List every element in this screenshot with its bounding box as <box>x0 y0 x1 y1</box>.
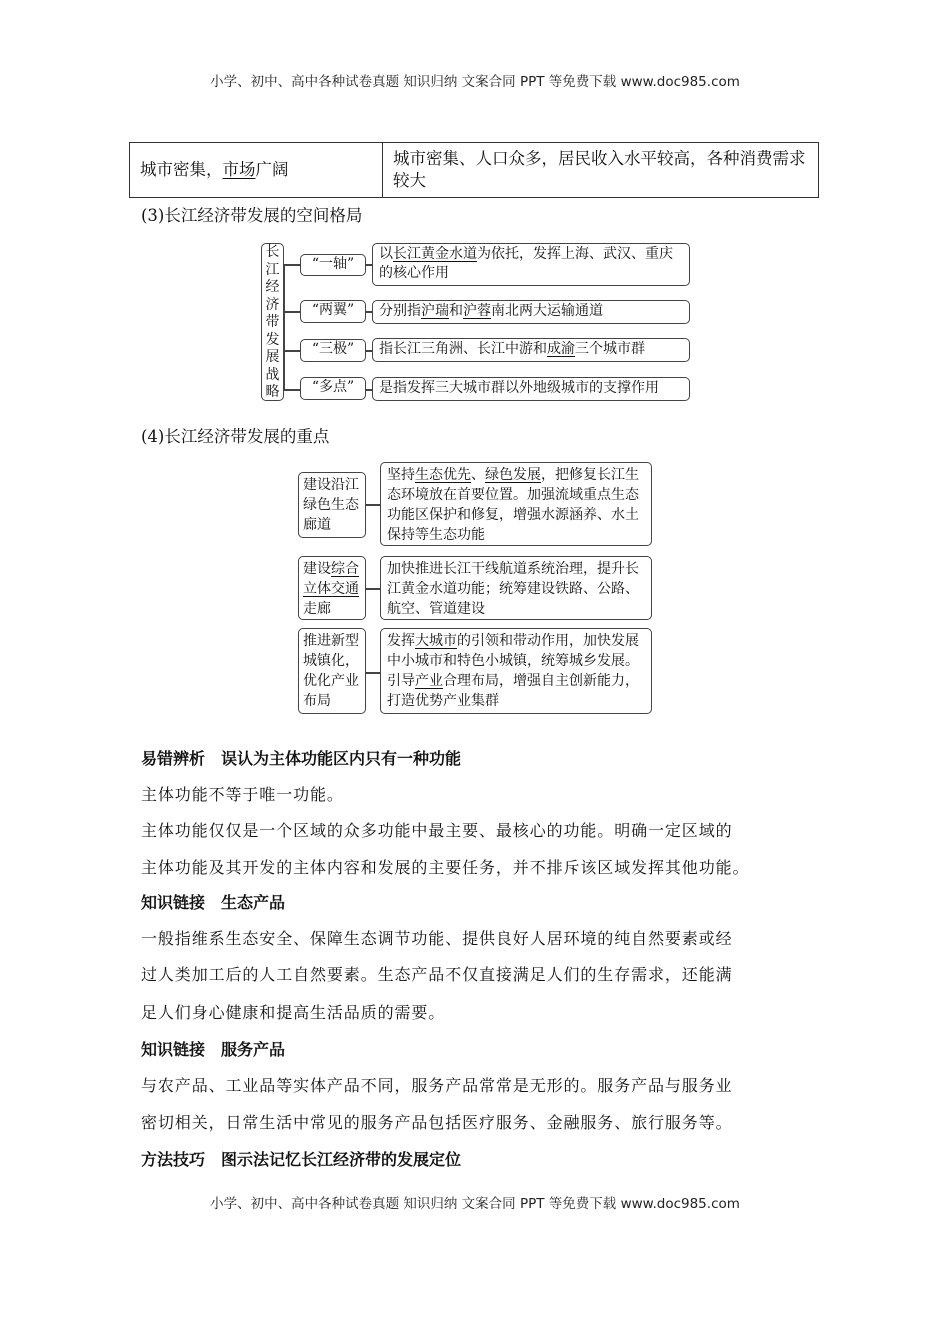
text-segment: 分别指 <box>379 303 421 319</box>
diagram-content-box <box>380 628 652 714</box>
table-row <box>130 143 819 198</box>
block-title: 方法技巧 图示法记忆长江经济带的发展定位 <box>141 1150 462 1169</box>
text-segment: 以 <box>379 246 393 262</box>
underlined-keyword: 长江黄金水道 <box>393 246 477 262</box>
section-heading-4: (4)长江经济带发展的重点 <box>141 427 330 446</box>
diagram-label-box <box>298 628 366 714</box>
underlined-keyword: 市场 <box>222 160 256 179</box>
text-segment: 广阔 <box>255 160 289 179</box>
underlined-keyword: 沪瑞 <box>421 303 449 319</box>
text-segment: 建设 <box>303 561 331 577</box>
text-segment: 南北两大运输通道 <box>491 303 603 319</box>
text-segment: 是指发挥三大城市群以外地级城市的支撑作用 <box>379 380 659 396</box>
paragraph-line: 一般指维系生态安全、保障生态调节功能、提供良好人居环境的纯自然要素或经 <box>141 929 733 948</box>
diagram-label-box: “一轴” <box>300 254 366 276</box>
underlined-keyword: 综合立体交通 <box>303 561 359 597</box>
diagram-content-box <box>372 300 690 324</box>
diagram-label-box <box>298 556 366 620</box>
text-segment: 合理布局，增强自主创新能力，打造优势产业集群 <box>387 673 639 709</box>
text-segment: 、 <box>471 467 485 483</box>
text-segment: 加快推进长江干线航道系统治理，提升长江黄金水道功能；统筹建设铁路、公路、航空、管道建设 <box>387 561 639 617</box>
paragraph-line: 主体功能不等于唯一功能。 <box>141 785 344 804</box>
diagram-label-box: “两翼” <box>300 300 366 323</box>
text-segment: 城市密集， <box>140 160 223 179</box>
table-cell-right <box>383 143 819 198</box>
text-segment: 的引领和带动作用，加快发展中小城市和特色小城镇，统筹城乡发展。引导 <box>387 633 639 689</box>
block-title: 易错辨析 误认为主体功能区内只有一种功能 <box>141 749 462 768</box>
section-heading-3: (3)长江经济带发展的空间格局 <box>141 206 363 225</box>
page-header: 小学、初中、高中各种试卷真题 知识归纳 文案合同 PPT 等免费下载 www.doc985.com <box>210 74 740 90</box>
underlined-keyword: 产业 <box>415 673 443 689</box>
text-segment: 推进新型城镇化，优化产业布局 <box>303 633 359 709</box>
diagram-content-box <box>380 556 652 620</box>
diagram-content-box <box>380 462 652 546</box>
text-segment: 建设沿江绿色生态廊道 <box>303 477 359 533</box>
block-title: 知识链接 服务产品 <box>141 1040 286 1059</box>
paragraph-line: 主体功能仅仅是一个区域的众多功能中最主要、最核心的功能。明确一定区域的 <box>141 821 733 840</box>
text-segment: 走廊 <box>303 601 331 617</box>
underlined-keyword: 绿色发展 <box>485 467 541 483</box>
page-footer: 小学、初中、高中各种试卷真题 知识归纳 文案合同 PPT 等免费下载 www.doc985.com <box>210 1196 740 1212</box>
diagram-label-box: “三极” <box>300 339 366 362</box>
text-segment: 指长江三角洲、长江中游和 <box>379 341 547 357</box>
underlined-keyword: 成渝 <box>547 341 575 357</box>
diagram-content-box <box>372 377 690 401</box>
paragraph-line: 密切相关，日常生活中常见的服务产品包括医疗服务、金融服务、旅行服务等。 <box>141 1113 733 1132</box>
text-segment: 三个城市群 <box>575 341 645 357</box>
paragraph-line: 足人们身心健康和提高生活品质的需要。 <box>141 1003 446 1022</box>
diagram-root-box: 长江经济带发展战略 <box>261 243 284 401</box>
diagram-content-box <box>372 338 690 362</box>
diagram-label-box <box>298 472 366 538</box>
text-segment: 发挥 <box>387 633 415 649</box>
paragraph-line: 主体功能及其开发的主体内容和发展的主要任务，并不排斥该区域发挥其他功能。 <box>141 858 750 877</box>
table-cell-left <box>130 143 383 198</box>
text-segment: 城市密集、人口众多，居民收入水平较高，各种消费需求较大 <box>393 149 806 190</box>
text-segment: ，把修复长江生态环境放在首要位置。加强流域重点生态功能区保护和修复，增强水源涵养、水土保持等生态功能 <box>387 467 639 543</box>
underlined-keyword: 沪蓉 <box>463 303 491 319</box>
diagram-label-box: “多点” <box>300 377 366 400</box>
text-segment: 坚持 <box>387 467 415 483</box>
text-segment: 为依托，发挥上海、武汉、重庆的核心作用 <box>379 246 673 281</box>
underlined-keyword: 大城市 <box>415 633 457 649</box>
text-segment: 和 <box>449 303 463 319</box>
paragraph-line: 与农产品、工业品等实体产品不同，服务产品常常是无形的。服务产品与服务业 <box>141 1076 733 1095</box>
diagram-content-box <box>372 243 690 286</box>
paragraph-line: 过人类加工后的人工自然要素。生态产品不仅直接满足人们的生存需求，还能满 <box>141 965 733 984</box>
comparison-table <box>129 142 819 198</box>
underlined-keyword: 生态优先 <box>415 467 471 483</box>
block-title: 知识链接 生态产品 <box>141 893 286 912</box>
